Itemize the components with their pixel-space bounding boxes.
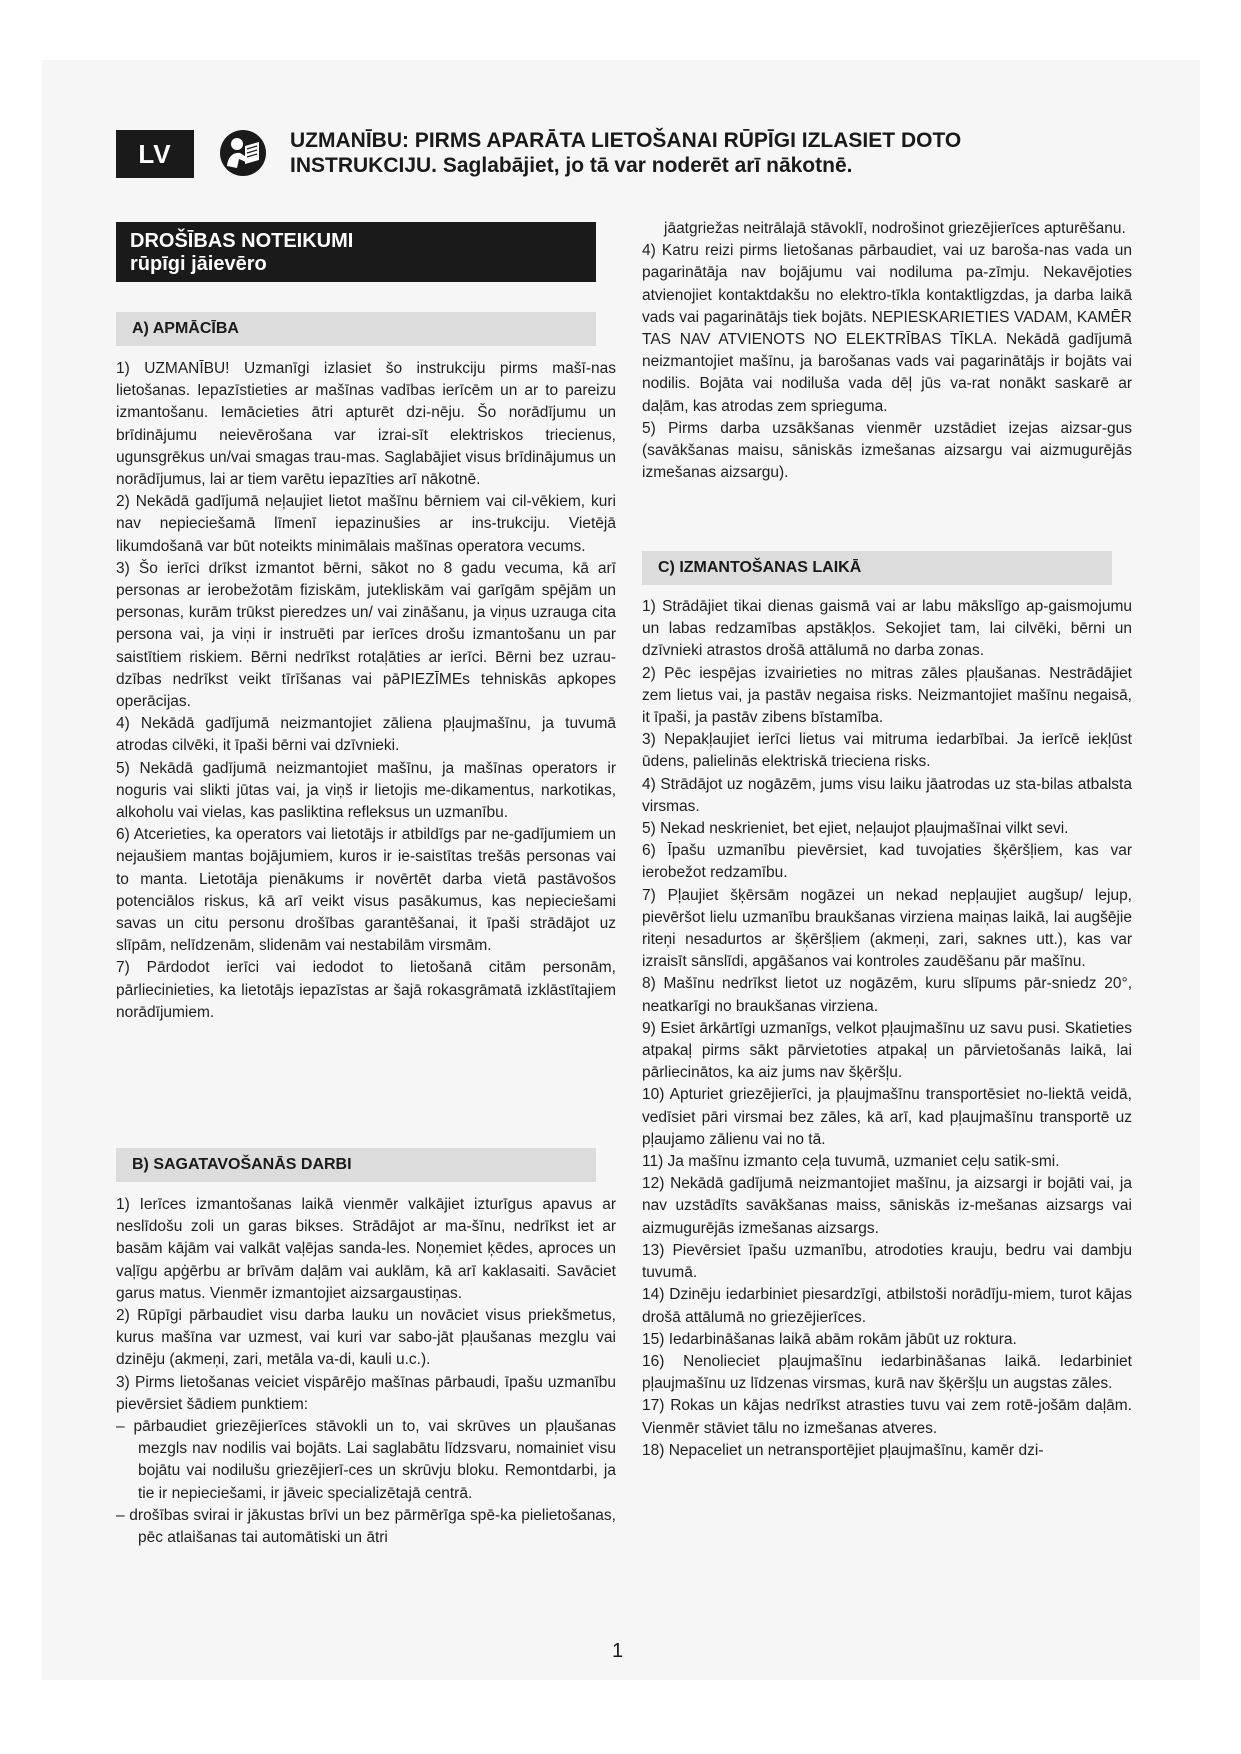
safety-rules-banner <box>116 222 596 282</box>
section-a-item-4: 4) Nekādā gadījumā neizmantojiet zāliena pļaujmašīnu, ja tuvumā atrodas cilvēki, it īpaši bērni vai dzīvnieki. <box>116 715 616 755</box>
warning-line-2: INSTRUKCIJU. Saglabājiet, jo tā var noderēt arī nākotnē. <box>290 154 853 177</box>
section-c-item-14: 14) Dzinēju iedarbiniet piesardzīgi, atbilstoši norādīju-miem, turot kājas drošā attālumā no griezējierīces. <box>642 1286 1132 1326</box>
section-b-item-4: 4) Katru reizi pirms lietošanas pārbaudiet, vai uz baroša-nas vada un pagarinātāja nav bojājumu vai nodiluma pa-zīmju. Nekavējoties atvienojiet kontaktdakšu no elektro-tīkla kontaktligzdas, ja darba laikā vads vai pagarinātājs tiek bojāts. NEPIESKARIETIES VADAM, KAMĒR TAS NAV ATVIENOTS NO ELEKTRĪBAS TĪKLA. Nekādā gadījumā neizmantojiet mašīnu, ja barošanas vads vai pagarinātājs ir bojāts vai nodilis. Bojāta vai nodiluša vada dēļ jūs va-rat nonākt saskarē ar daļām, kas atrodas zem sprieguma. <box>642 242 1132 415</box>
section-c-item-8: 8) Mašīnu nedrīkst lietot uz nogāzēm, kuru slīpums pār-sniedz 20°, neatkarīgi no braukšanas virziena. <box>642 975 1132 1015</box>
section-c-item-13: 13) Pievērsiet īpašu uzmanību, atrodoties krauju, bedru vai dambju tuvumā. <box>642 1241 1132 1282</box>
section-c-item-12: 12) Nekādā gadījumā neizmantojiet mašīnu, ja aizsargi ir bojāti vai, ja nav uzstādīts savākšanas maiss, sāniskās iz-mešanas aizsargs vai aizmugurējās izmešanas aizsargs. <box>642 1175 1132 1237</box>
section-b-continuation <box>642 218 1132 484</box>
section-c-body <box>642 596 1132 1462</box>
section-c-item-11: 11) Ja mašīnu izmanto ceļa tuvumā, uzmaniet ceļu satik-smi. <box>642 1153 1060 1171</box>
section-b-bullet-2: – drošības svirai ir jākustas brīvi un bez pārmērīga spē-ka pielietošanas, pēc atlaišanas tai automātiski un ātri <box>116 1506 616 1547</box>
section-c-item-10: 10) Apturiet griezējierīci, ja pļaujmašīnu transportēsiet no-liektā veidā, vedīsiet pāri virsmai bez zāles, kā arī, kad pļaujmašīnu transportē uz pļaujamo zālienu vai no tā. <box>642 1086 1132 1148</box>
section-a-body <box>116 358 616 1024</box>
section-c-item-6: 6) Īpašu uzmanību pievērsiet, kad tuvojaties šķēršļiem, kas var ierobežot redzamību. <box>642 842 1132 882</box>
section-b-item-3: 3) Pirms lietošanas veiciet vispārējo mašīnas pārbaudi, īpašu uzmanību pievērsiet šādiem punktiem: <box>116 1373 616 1413</box>
safety-title: DROŠĪBAS NOTEIKUMI <box>130 230 354 252</box>
section-a-item-3: 3) Šo ierīci drīkst izmantot bērni, sākot no 8 gadu vecuma, kā arī personas ar ierobežotām fiziskām, jutekliskām vai garīgām spējām un personas, kurām trūkst pieredzes un/ vai zināšanu, ja viņus uzrauga cita persona vai, ja viņi ir instruēti par ierīces drošu izmantošanu un par saistītiem riskiem. Bērni nedrīkst rotaļāties ar ierīci. Bērni bez uzrau-dzības nedrīkst veikt tīrīšanas vai pāPIEZĪMEs tehniskās apkopes operācijas. <box>116 559 616 711</box>
section-c-item-3: 3) Nepakļaujiet ierīci lietus vai mitruma iedarbībai. Ja ierīcē iekļūst ūdens, palielinās elektriskā trieciena risks. <box>642 731 1132 771</box>
section-b-heading: B) SAGATAVOŠANĀS DARBI <box>116 1148 596 1182</box>
section-a-item-6: 6) Atcerieties, ka operators vai lietotājs ir atbildīgs par ne-gadījumiem un nejaušiem mantas bojājumiem, kuros ir ie-saistītas trešās personas vai to manta. Lietotāja pienākums ir novērtēt darba vietā pastāvošos potenciālos riskus, kā arī veikt visus pasākumus, kas nepieciešami savas un citu personu drošības garantēšanai, it īpaši strādājot uz slīpām, nelīdzenām, slidenām vai nestabilām virsmām. <box>116 826 616 955</box>
section-a-item-2: 2) Nekādā gadījumā neļaujiet lietot mašīnu bērniem vai cil-vēkiem, kuri nav nepieciešamā līmenī iepazinušies ar ins-trukciju. Vietējā likumdošanā var būt noteikts minimālais mašīnas operatora vecums. <box>116 493 616 555</box>
section-b-bullet-2-cont: jāatgriežas neitrālajā stāvoklī, nodrošinot griezējierīces apturēšanu. <box>664 220 1126 237</box>
section-c-item-1: 1) Strādājiet tikai dienas gaismā vai ar labu mākslīgo ap-gaismojumu un labas redzamības apstākļos. Sekojiet tam, lai cilvēki, bērni un dzīvnieki atrastos drošā attālumā no darba zonas. <box>642 598 1132 660</box>
section-c-item-18: 18) Nepaceliet un netransportējiet pļaujmašīnu, kamēr dzi- <box>642 1441 1044 1459</box>
language-badge: LV <box>116 130 194 178</box>
warning-header <box>290 128 1050 178</box>
section-b-body <box>116 1194 616 1549</box>
section-b-bullet-1: – pārbaudiet griezējierīces stāvokli un to, vai skrūves un pļaušanas mezgls nav nodilis vai bojāts. Lai saglabātu līdzsvaru, nomainiet visu bojātu vai nodilušu griezējierī-ces un skrūvju bloku. Remontdarbi, ja tie ir nepieciešami, ir jāveic specializētajā centrā. <box>116 1418 616 1502</box>
section-c-item-17: 17) Rokas un kājas nedrīkst atrasties tuvu vai zem rotē-jošām daļām. Vienmēr stāviet tālu no izmešanas atveres. <box>642 1397 1132 1437</box>
section-c-item-16: 16) Nenolieciet pļaujmašīnu iedarbināšanas laikā. Iedarbiniet pļaujmašīnu uz līdzenas virsmas, kurā nav šķēršļu un augstas zāles. <box>642 1352 1132 1393</box>
section-a-item-1: 1) UZMANĪBU! Uzmanīgi izlasiet šo instrukciju pirms mašī-nas lietošanas. Iepazīstieties ar mašīnas vadības ierīcēm un ar to pareizu izmantošanu. Iemācieties ātri apturēt dzi-nēju. Šo norādījumu un brīdinājumu neievērošana var izrai-sīt elektriskos triecienus, ugunsgrēkus un/vai smagas trau-mas. Saglabājiet visus brīdinājumus un norādījumus, lai ar tiem varētu iepazīties arī nākotnē. <box>116 360 616 489</box>
page-number: 1 <box>612 1640 624 1662</box>
safety-subtitle: rūpīgi jāievēro <box>130 253 267 275</box>
section-a-heading: A) APMĀCĪBA <box>116 312 596 346</box>
section-b-item-2: 2) Rūpīgi pārbaudiet visu darba lauku un novāciet visus priekšmetus, kurus mašīna var uzmest, vai kuri var sabo-jāt pļaušanas mezglu vai dzinēju (akmeņi, zari, metāla va-di, kauli u.c.). <box>116 1307 616 1369</box>
section-b-item-5: 5) Pirms darba uzsākšanas vienmēr uzstādiet izejas aizsar-gus (savākšanas maisu, sāniskās izmešanas aizsargu vai aizmugurējās izmešanas aizsargu). <box>642 419 1132 482</box>
section-a-item-7: 7) Pārdodot ierīci vai iedodot to lietošanā citām personām, pārliecinieties, ka lietotājs iepazīstas ar šajā rokasgrāmatā izklāstītajiem norādījumiem. <box>116 959 616 1021</box>
section-c-heading: C) IZMANTOŠANAS LAIKĀ <box>642 551 1112 585</box>
section-c-item-4: 4) Strādājot uz nogāzēm, jums visu laiku jāatrodas uz sta-bilas atbalsta virsmas. <box>642 775 1132 815</box>
section-c-item-15: 15) Iedarbināšanas laikā abām rokām jābūt uz roktura. <box>642 1330 1017 1348</box>
warning-line-1: UZMANĪBU: PIRMS APARĀTA LIETOŠANAI RŪPĪGI IZLASIET DOTO <box>290 129 962 152</box>
section-c-item-9: 9) Esiet ārkārtīgi uzmanīgs, velkot pļaujmašīnu uz savu pusi. Skatieties atpakaļ pirms sākt pārvietoties atpakaļ un pārvietošanās laikā, lai pārliecinātos, ka aiz jums nav šķēršļu. <box>642 1019 1132 1082</box>
section-b-item-1: 1) Ierīces izmantošanas laikā vienmēr valkājiet izturīgus apavus ar neslīdošu zoli un garas bikses. Strādājot ar ma-šīnu, nedrīkst iet ar basām kājām vai valkāt vaļējas sanda-les. Noņemiet ķēdes, aproces un vaļīgu apģērbu ar brīvām daļām vai auklām, kā arī kaklasaiti. Savāciet garus matus. Vienmēr izmantojiet aizsargaustiņas. <box>116 1196 616 1302</box>
reading-person-icon <box>218 128 268 178</box>
section-c-item-5: 5) Nekad neskrieniet, bet ejiet, neļaujot pļaujmašīnai vilkt sevi. <box>642 820 1069 838</box>
section-c-item-7: 7) Pļaujiet šķērsām nogāzei un nekad nepļaujiet augšup/ lejup, pievēršot lielu uzmanību braukšanas virziena maiņas laikā, lai augšējie riteņi nesadurtos ar šķēršļiem (akmeņi, zari, saknes utt.), kas var izraisīt sānslīdi, apgāšanos vai kontroles zaudēšanu pār mašīnu. <box>642 886 1132 971</box>
section-a-item-5: 5) Nekādā gadījumā neizmantojiet mašīnu, ja mašīnas operators ir noguris vai slikti jūtas vai, ja viņš ir lietojis me-dikamentus, narkotikas, alkoholu vai vielas, kas pasliktina refleksus un uzmanību. <box>116 759 616 822</box>
section-c-item-2: 2) Pēc iespējas izvairieties no mitras zāles pļaušanas. Nestrādājiet zem lietus vai, ja pastāv negaisa risks. Neizmantojiet mašīnu negaisā, it īpaši, ja pastāv zibens bīstamība. <box>642 664 1132 727</box>
